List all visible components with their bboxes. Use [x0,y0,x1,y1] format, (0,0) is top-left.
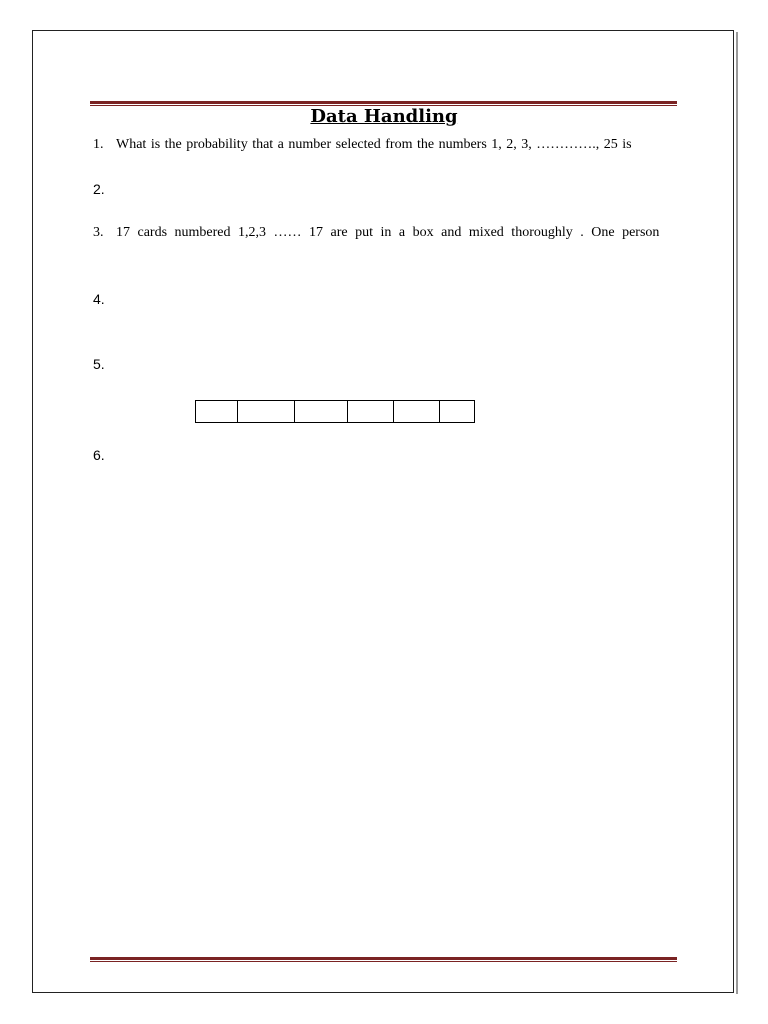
question-1 [93,136,677,154]
question-4 [93,290,116,308]
question-5 [93,355,116,373]
question-3 [93,224,677,242]
question-6 [93,446,116,464]
footer-rule [90,957,677,963]
table-cell [440,401,474,422]
page-border [32,30,734,993]
table-cell [394,401,440,422]
question-number: 4. [93,291,105,307]
question-number: 3. [93,225,104,240]
table-cell [348,401,394,422]
question-2 [93,180,116,198]
question-number: 2. [93,181,105,197]
table-cell [196,401,238,422]
page-border-shadow [736,32,738,994]
table-cell [295,401,348,422]
page-title: Data Handling [310,106,458,127]
question-text: 17 cards numbered 1,2,3 …… 17 are put in a box and mixed thoroughly . One person [116,225,660,240]
question-number: 1. [93,137,104,152]
empty-table-row [195,400,475,423]
table-cell [238,401,295,422]
question-number: 5. [93,356,105,372]
question-number: 6. [93,447,105,463]
question-text: What is the probability that a number selected from the numbers 1, 2, 3, …………., 25 is [116,137,632,152]
